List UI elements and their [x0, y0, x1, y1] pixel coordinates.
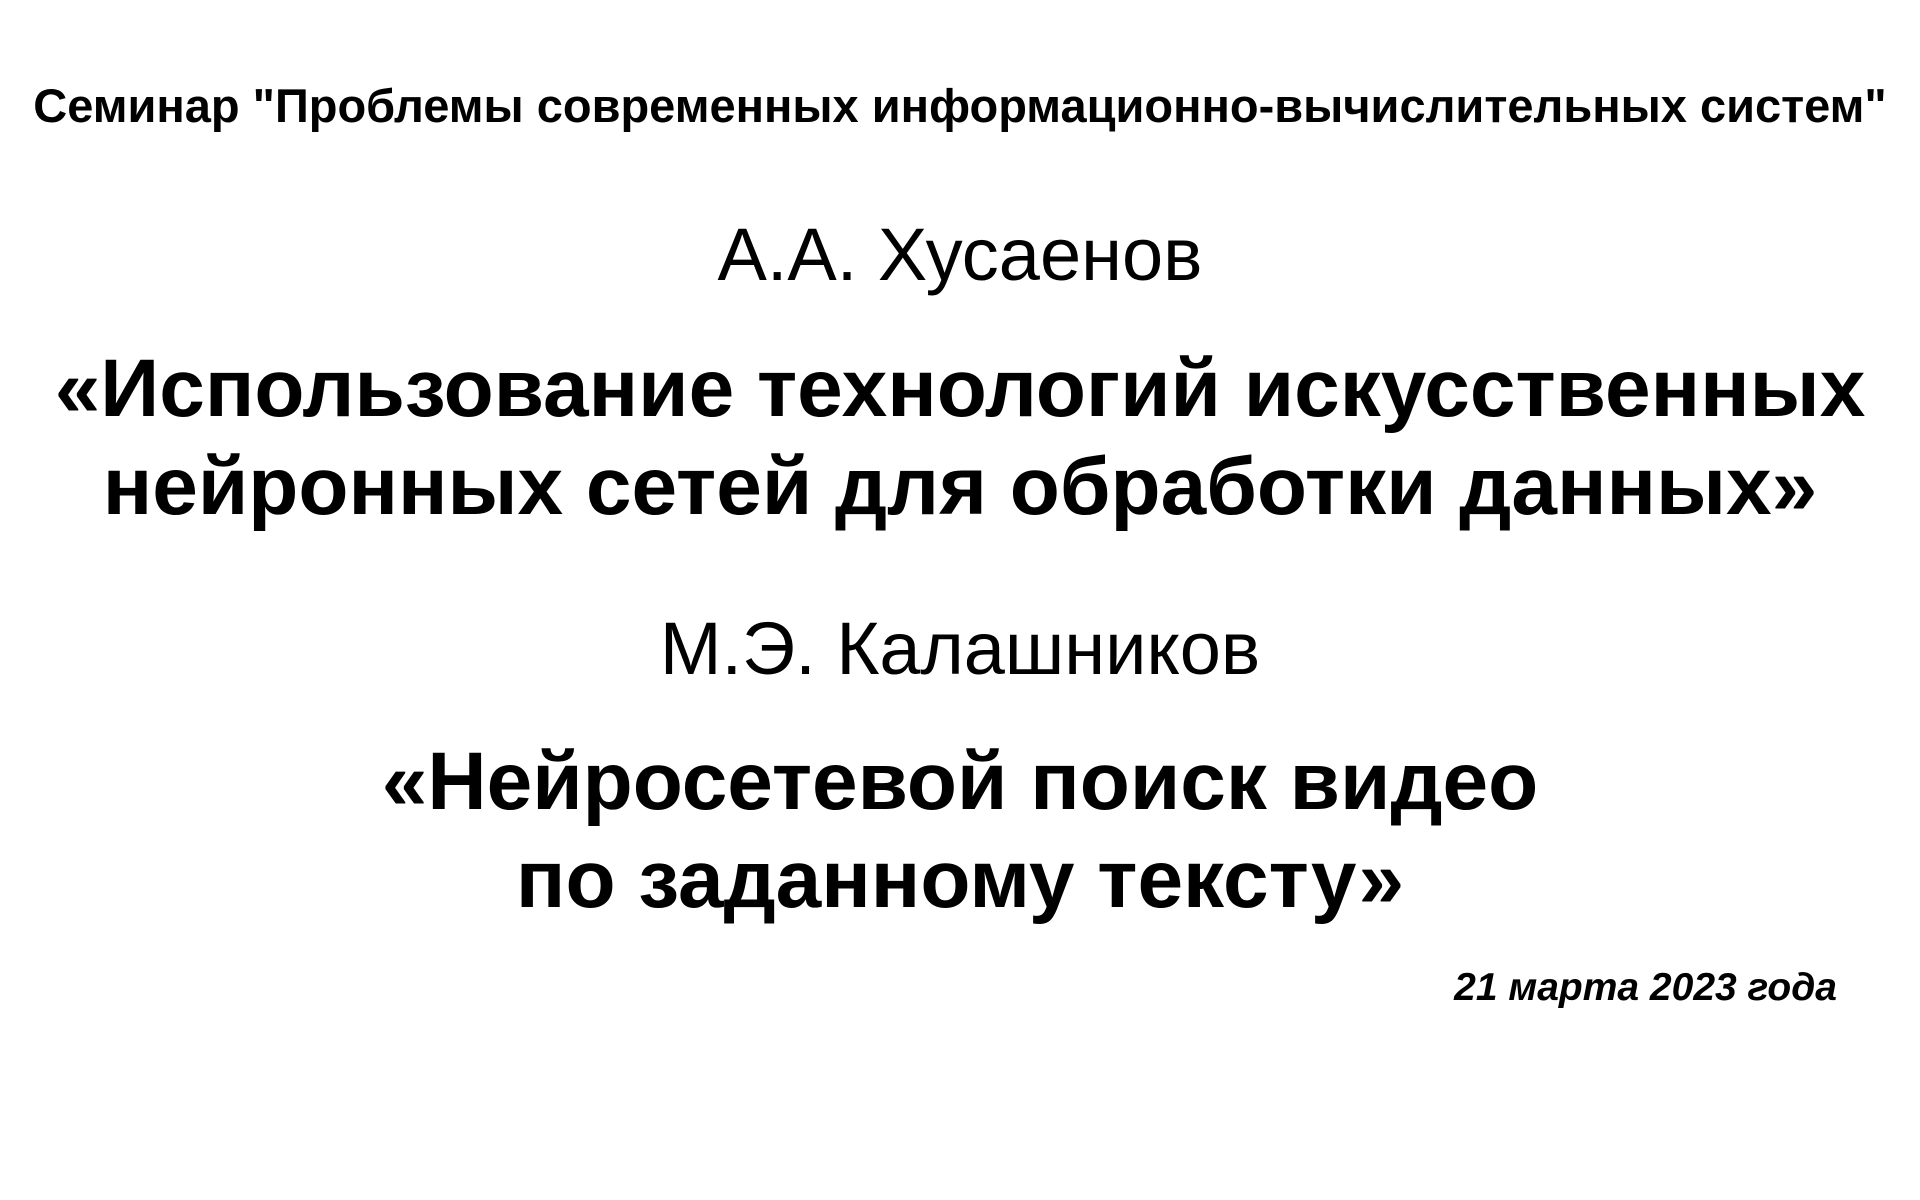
talk-1-title [0, 340, 1920, 537]
talk-1-title-line-2: нейронных сетей для обработки данных» [102, 441, 1818, 533]
seminar-header: Семинар "Проблемы современных информационно-вычислительных систем" [33, 79, 1887, 132]
talk-1-title-line-1: «Использование технологий искусственных [54, 343, 1866, 434]
seminar-date: 21 марта 2023 года [1454, 966, 1837, 1009]
talk-2-title [0, 733, 1920, 930]
talk-2-title-line-2: по заданному тексту» [515, 834, 1405, 926]
talk-2-title-line-1: «Нейросетевой поиск видео [381, 736, 1539, 827]
author-2-name: М.Э. Калашников [659, 607, 1261, 690]
author-1-name: А.А. Хусаенов [717, 213, 1203, 296]
